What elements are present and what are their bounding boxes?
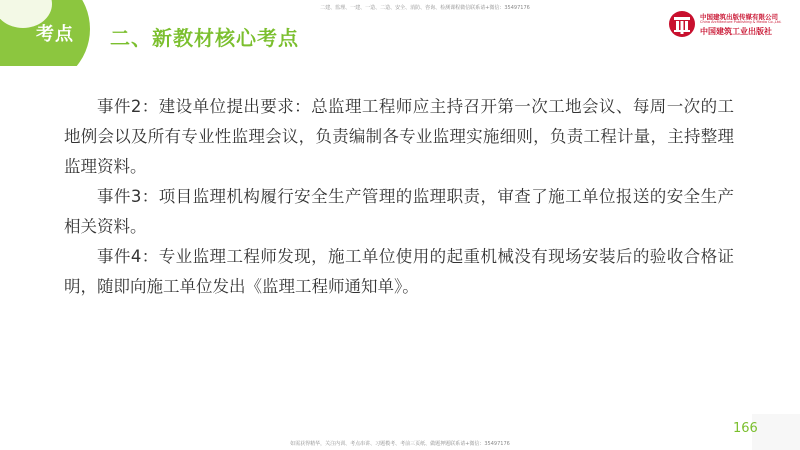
topic-badge: [0, 0, 100, 66]
publisher-emblem-icon: [668, 10, 696, 38]
publisher-name-cn: 中国建筑出版传媒有限公司: [700, 13, 778, 21]
section-title: 二、新教材核心考点: [110, 26, 299, 50]
page-number: 166: [733, 421, 758, 436]
publisher-logo: [668, 10, 792, 44]
badge-label: 考点: [36, 24, 74, 45]
corner-panel: [752, 414, 800, 450]
top-watermark: 二建、监理、一建、一造、二造、安全、消防、咨询、检测课程微信联系请+微信：35497176: [320, 5, 530, 11]
paragraph-event-3: 事件3：项目监理机构履行安全生产管理的监理职责，审查了施工单位报送的安全生产相关资料。: [64, 187, 734, 236]
paragraph-event-4: 事件4：专业监理工程师发现，施工单位使用的起重机械没有现场安装后的验收合格证明，随即向施工单位发出《监理工程师通知单》。: [64, 247, 734, 296]
publisher-name-en: China Architecture Publishing & Media Co.,Ltd.: [700, 20, 782, 24]
content-body: [64, 92, 734, 302]
bottom-watermark: 如需获得精华，关注内训、考点串讲、习题模考、考前三页纸、做题押题联系请+微信：35497176: [290, 441, 510, 447]
paragraph-event-2: 事件2：建设单位提出要求：总监理工程师应主持召开第一次工地会议、每周一次的工地例会以及所有专业性监理会议，负责编制各专业监理实施细则，负责工程计量，主持整理监理资料。: [64, 97, 734, 176]
publisher-calligraphy-name: 中国建筑工业出版社: [700, 26, 772, 36]
